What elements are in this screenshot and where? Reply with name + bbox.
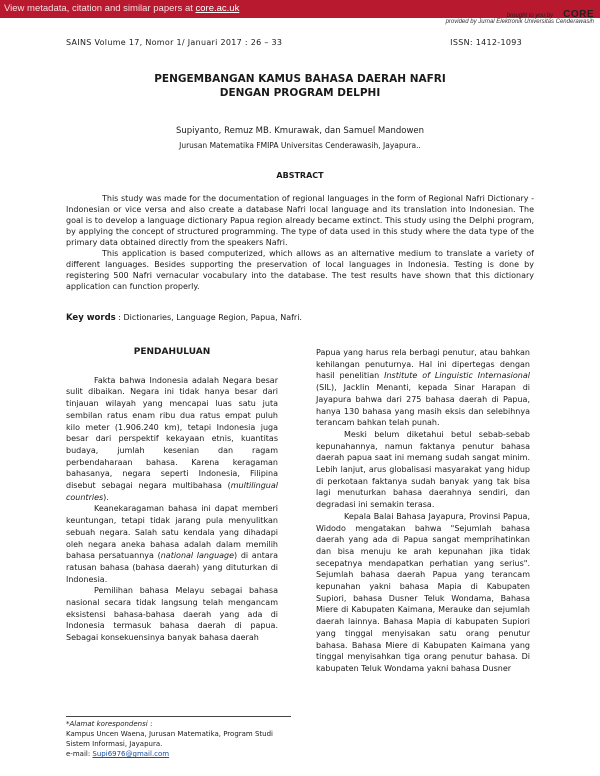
section-heading-pendahuluan: PENDAHULUAN xyxy=(133,347,211,357)
italic-term: Institute of Linguistic Internasional xyxy=(384,371,530,381)
text-run: Keanekaragaman bahasa ini dapat memberi keuntungan, tetapi tidak jarang pula menyulitkan sebuah negara. Salah satu kendala yang dihadapi oleh negara aneka bahasa adalah dalam memilih bahasa persatuannya ( xyxy=(66,504,278,561)
body-paragraph xyxy=(66,503,278,585)
footnote xyxy=(66,719,296,759)
core-logo-icon xyxy=(556,11,562,17)
body-paragraph: Pemilihan bahasa Melayu sebagai bahasa nasional secara tidak langsung telah mengancam eksistensi bahasa-bahasa daerah yang ada di Indonesia termasuk bahasa daerah di papua. Sebagai konsekuensinya banyak bahasa daerah xyxy=(66,586,278,643)
text-run: Papua yang harus rela berbagi penutur, atau bahkan kehilangan penuturnya. Hal ini dipertegas dengan hasil penelitian xyxy=(316,348,530,381)
abstract-paragraph-1: This study was made for the documentation of regional languages in the form of Regional Nafri Dictionary - Indonesian or vice versa and also create a database Nafri local language and its translation into Indonesian. The goal is to develop a language dictionary Papua region already became extinct. This study using the Delphi program, by applying the concept of structured programming. The type of data used in this study where the data type of the primary data obtained directly from the speakers Nafri. xyxy=(66,194,534,247)
provided-by-text: provided by Jurnal Elektronik Universitas Cenderawasih xyxy=(445,19,594,25)
text-run: Fakta bahwa Indonesia adalah Negara besar sulit dibaikan. Negara ini tidak hanya besar dari tinjauan wilayah yang mencapai luas satu juta sembilan ratus enam ribu dua ratus empat puluh kilo meter (1.906.240 km), tetapi Indonesia juga besar dari perspektif kekayaan etnis, kuantitas budaya, jumlah kesenian dan ragam perbendaharaan bahasa. Karena keragaman bahasanya, negara seperti Indonesia, Filipina disebut sebagai negara multibahasa ( xyxy=(66,375,278,491)
abstract-paragraph-2: This application is based computerized, which allows as an alternative medium to translate a variety of different languages. Besides supporting the preservation of local languages in Indonesia. Testing is done by registering 500 Nafri vernacular vocabulary into the database. The test results have shown that this dictionary application can function properly. xyxy=(66,249,534,291)
body-paragraph xyxy=(66,375,278,504)
brought-by-text: brought to you by xyxy=(506,13,554,19)
keywords xyxy=(66,313,534,323)
issn-header: ISSN: 1412-1093 xyxy=(450,38,522,47)
title-line-1: PENGEMBANGAN KAMUS BAHASA DAERAH NAFRI xyxy=(154,73,446,85)
email-link[interactable]: Supi6976@gmail.com xyxy=(92,750,170,758)
core-metadata-link[interactable] xyxy=(4,3,239,14)
title-line-2: DENGAN PROGRAM DELPHI xyxy=(219,87,381,99)
banner-link-domain[interactable]: core.ac.uk xyxy=(195,3,240,14)
left-column xyxy=(66,347,278,644)
journal-header: SAINS Volume 17, Nomor 1/ Januari 2017 : 26 – 33 xyxy=(66,38,283,47)
text-run: ). xyxy=(103,492,109,502)
footnote-address: Kampus Uncen Waena, Jurusan Matematika, Program Studi Sistem Informasi, Jayapura. xyxy=(66,730,273,748)
core-logo-text: CORE xyxy=(563,9,594,20)
italic-term: national language xyxy=(160,551,235,561)
body-paragraph: Kepala Balai Bahasa Jayapura, Provinsi Papua, Widodo mengatakan bahwa "Sejumlah bahasa daerah yang ada di Papua sangat memprihatinkan dan bisa menuju ke arah kepunahan jika tidak secepatnya mendapatkan perhatian yang serius". Sejumlah bahasa daerah Papua yang terancam kepunahan yakni bahasa Mapia di Kabupaten Supiori, bahasa Dusner Teluk Wondama, Bahasa Miere di Kabupaten Kaimana, Merauke dan sejumlah daerah lainnya. Bahasa Mapia di kabupaten Supiori yang tinggal menyisakan satu orang penutur bahasa. Bahasa Miere di Kabupaten Kaimana yang tinggal menyisahkan tiga orang penutur bahasa. Di kabupaten Teluk Wondama yakni bahasa Dusner xyxy=(316,511,530,673)
affiliation: Jurusan Matematika FMIPA Universitas Cenderawasih, Jayapura.. xyxy=(179,141,421,150)
paper-title xyxy=(66,72,534,100)
authors: Supiyanto, Remuz MB. Kmurawak, dan Samuel Mandowen xyxy=(175,126,425,136)
footnote-colon: : xyxy=(147,720,153,728)
keywords-text: : Dictionaries, Language Region, Papua, Nafri. xyxy=(115,313,302,322)
text-run: (SIL), Jacklin Menanti, kepada Sinar Harapan di Jayapura bahwa dari 275 bahasa daerah di Papua, hanya 130 bahasa yang masih eksis dan selebihnya terancam bahkan telah punah. xyxy=(316,383,530,428)
footnote-label: *Alamat korespondensi xyxy=(66,720,148,728)
body-paragraph: Meski belum diketahui betul sebab-sebab kepunahannya, namun faktanya penutur bahasa daerah papua saat ini memang sudah sangat minim. Lebih lanjut, arus globalisasi masyarakat yang hidup di perkotaan faktanya sudah banyak yang tak bisa lagi menuturkan bahasa daerahnya sendiri, dan degradasi ini semakin terasa. xyxy=(316,429,530,510)
right-column xyxy=(316,347,530,675)
italic-term: multilingual countries xyxy=(66,481,278,502)
keywords-label: Key words xyxy=(66,313,116,323)
text-run: ) di antara ratusan bahasa (bahasa daerah) yang dituturkan di Indonesia. xyxy=(66,551,278,584)
abstract-heading: ABSTRACT xyxy=(276,171,324,180)
body-paragraph xyxy=(316,347,530,429)
footnote-divider xyxy=(66,716,291,717)
abstract-body xyxy=(66,193,534,292)
banner-link-text: View metadata, citation and similar papers at xyxy=(4,3,196,14)
email-label: e-mail: xyxy=(66,750,93,758)
